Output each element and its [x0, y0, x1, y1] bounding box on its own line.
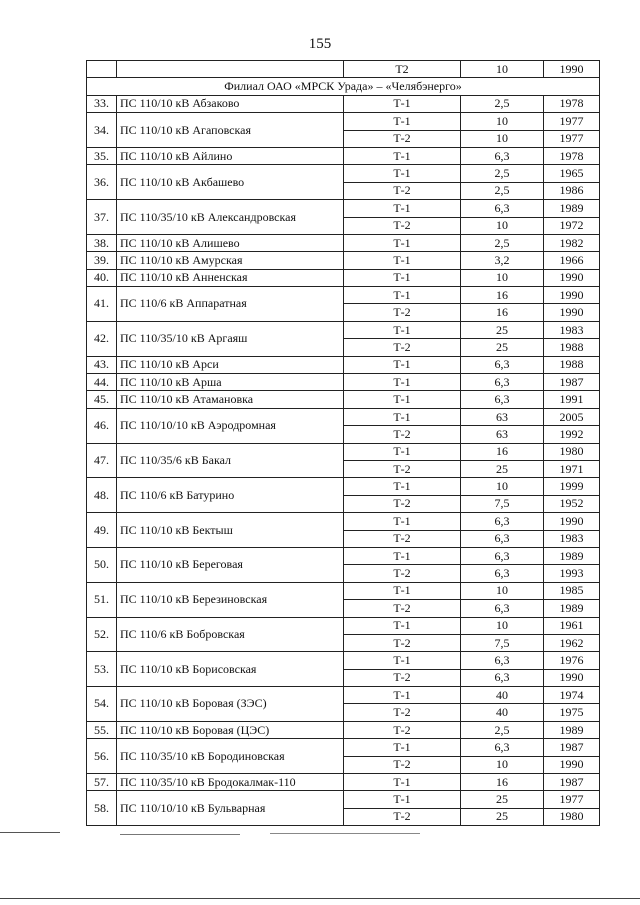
transformer-cell: Т-2 [344, 634, 461, 651]
year-cell: 1975 [544, 704, 600, 721]
year-cell: 1985 [544, 582, 600, 599]
name-cell: ПС 110/10 кВ Березиновская [117, 582, 344, 617]
name-cell: ПС 110/6 кВ Аппаратная [117, 287, 344, 322]
power-cell: 10 [461, 217, 544, 234]
transformer-cell: Т-2 [344, 600, 461, 617]
year-cell: 1962 [544, 634, 600, 651]
power-cell: 2,5 [461, 165, 544, 182]
name-cell: ПС 110/10 кВ Арша [117, 374, 344, 391]
name-cell: ПС 110/10 кВ Акбашево [117, 165, 344, 200]
year-cell: 1965 [544, 165, 600, 182]
year-cell: 1987 [544, 774, 600, 791]
transformer-cell: Т-1 [344, 408, 461, 425]
number-cell: 39. [87, 252, 117, 269]
power-cell: 7,5 [461, 495, 544, 512]
transformer-cell: Т-1 [344, 513, 461, 530]
power-cell: 6,3 [461, 600, 544, 617]
transformer-cell: Т-1 [344, 617, 461, 634]
power-cell: 25 [461, 808, 544, 825]
table-row [87, 287, 600, 304]
power-cell: 6,3 [461, 565, 544, 582]
transformer-cell: Т-1 [344, 582, 461, 599]
year-cell: 1990 [544, 304, 600, 321]
transformer-cell: Т-1 [344, 113, 461, 130]
table-row [87, 356, 600, 373]
name-cell: ПС 110/10 кВ Боровая (ЗЭС) [117, 687, 344, 722]
name-cell: ПС 110/10 кВ Агаповская [117, 113, 344, 148]
year-cell: 1990 [544, 269, 600, 286]
number-cell: 56. [87, 739, 117, 774]
name-cell: ПС 110/35/10 кВ Бродокалмак-110 [117, 774, 344, 791]
table-row [87, 478, 600, 495]
transformer-cell: Т-2 [344, 669, 461, 686]
number-cell: 55. [87, 721, 117, 738]
year-cell: 1987 [544, 374, 600, 391]
name-cell: ПС 110/10 кВ Алишево [117, 234, 344, 251]
power-cell: 10 [461, 478, 544, 495]
substation-table [86, 60, 600, 826]
page-number: 155 [308, 36, 332, 52]
year-cell: 1980 [544, 443, 600, 460]
power-cell: 6,3 [461, 391, 544, 408]
name-cell: ПС 110/10 кВ Береговая [117, 547, 344, 582]
year-cell: 1978 [544, 95, 600, 112]
power-cell: 6,3 [461, 374, 544, 391]
table-row [87, 547, 600, 564]
power-cell: 2,5 [461, 182, 544, 199]
number-cell: 34. [87, 113, 117, 148]
year-cell: 1977 [544, 791, 600, 808]
year-cell: 1990 [544, 669, 600, 686]
year-cell: 1983 [544, 530, 600, 547]
year-cell: 1983 [544, 321, 600, 338]
number-cell: 45. [87, 391, 117, 408]
power-cell: 40 [461, 687, 544, 704]
power-cell: 6,3 [461, 652, 544, 669]
power-cell: 2,5 [461, 234, 544, 251]
name-cell: ПС 110/10 кВ Боровая (ЦЭС) [117, 721, 344, 738]
number-cell: 40. [87, 269, 117, 286]
transformer-cell: Т-1 [344, 252, 461, 269]
name-cell: ПС 110/10 кВ Арси [117, 356, 344, 373]
table-row [87, 234, 600, 251]
transformer-cell: Т-1 [344, 774, 461, 791]
transformer-cell: Т-2 [344, 460, 461, 477]
number-cell: 58. [87, 791, 117, 826]
year-cell: 1986 [544, 182, 600, 199]
name-cell: ПС 110/10 кВ Борисовская [117, 652, 344, 687]
power-cell: 10 [461, 130, 544, 147]
number-cell: 51. [87, 582, 117, 617]
table-row [87, 408, 600, 425]
number-cell: 36. [87, 165, 117, 200]
power-cell: 6,3 [461, 547, 544, 564]
transformer-cell: Т-1 [344, 234, 461, 251]
table-row [87, 252, 600, 269]
power-cell: 6,3 [461, 513, 544, 530]
transformer-cell: Т-2 [344, 756, 461, 773]
number-cell: 43. [87, 356, 117, 373]
scan-artifact-line [270, 833, 420, 834]
year-cell: 1989 [544, 200, 600, 217]
number-cell: 49. [87, 513, 117, 548]
table-row [87, 321, 600, 338]
transformer-cell: Т-2 [344, 530, 461, 547]
year-cell: 1977 [544, 113, 600, 130]
power-cell: 7,5 [461, 634, 544, 651]
transformer-cell: Т-2 [344, 182, 461, 199]
year-cell: 1987 [544, 739, 600, 756]
number-cell: 48. [87, 478, 117, 513]
power-cell: 6,3 [461, 530, 544, 547]
name-cell: ПС 110/35/6 кВ Бакал [117, 443, 344, 478]
transformer-cell: Т-1 [344, 321, 461, 338]
transformer-cell: Т-2 [344, 130, 461, 147]
name-cell: ПС 110/10 кВ Анненская [117, 269, 344, 286]
year-cell: 1990 [544, 756, 600, 773]
number-cell: 33. [87, 95, 117, 112]
table-row [87, 113, 600, 130]
year-cell: 2005 [544, 408, 600, 425]
year-cell: 1961 [544, 617, 600, 634]
transformer-cell: Т-1 [344, 478, 461, 495]
year-cell: 1999 [544, 478, 600, 495]
name-cell: ПС 110/35/10 кВ Александровская [117, 200, 344, 235]
year-cell: 1977 [544, 130, 600, 147]
power-cell: 2,5 [461, 721, 544, 738]
transformer-cell: Т-1 [344, 165, 461, 182]
year-cell: 1993 [544, 565, 600, 582]
year-cell: 1978 [544, 147, 600, 164]
number-cell [87, 61, 117, 78]
table-row [87, 652, 600, 669]
power-cell: 2,5 [461, 95, 544, 112]
power-cell: 25 [461, 321, 544, 338]
table-row [87, 200, 600, 217]
year-cell: 1991 [544, 391, 600, 408]
number-cell: 53. [87, 652, 117, 687]
power-cell: 63 [461, 426, 544, 443]
bottom-edge-line [0, 898, 640, 899]
power-cell: 40 [461, 704, 544, 721]
transformer-cell: Т-2 [344, 808, 461, 825]
transformer-cell: Т-2 [344, 304, 461, 321]
table-row [87, 147, 600, 164]
transformer-cell: Т-1 [344, 95, 461, 112]
table-row [87, 739, 600, 756]
year-cell: 1966 [544, 252, 600, 269]
transformer-cell: Т-1 [344, 147, 461, 164]
table-row [87, 582, 600, 599]
table-row [87, 391, 600, 408]
power-cell: 25 [461, 460, 544, 477]
year-cell: 1972 [544, 217, 600, 234]
year-cell: 1989 [544, 547, 600, 564]
year-cell: 1974 [544, 687, 600, 704]
year-cell: 1988 [544, 339, 600, 356]
table-row [87, 774, 600, 791]
name-cell: ПС 110/10/10 кВ Аэродромная [117, 408, 344, 443]
year-cell: 1989 [544, 600, 600, 617]
transformer-cell: Т-2 [344, 426, 461, 443]
transformer-cell: Т-1 [344, 652, 461, 669]
table-row [87, 61, 600, 78]
year-cell: 1952 [544, 495, 600, 512]
table-row [87, 687, 600, 704]
power-cell: 10 [461, 61, 544, 78]
year-cell: 1971 [544, 460, 600, 477]
name-cell: ПС 110/10 кВ Абзаково [117, 95, 344, 112]
transformer-cell: Т-2 [344, 495, 461, 512]
name-cell: ПС 110/35/10 кВ Бородиновская [117, 739, 344, 774]
section-row [87, 78, 600, 95]
transformer-cell: Т-2 [344, 565, 461, 582]
name-cell: ПС 110/6 кВ Батурино [117, 478, 344, 513]
year-cell: 1976 [544, 652, 600, 669]
power-cell: 63 [461, 408, 544, 425]
table-row [87, 513, 600, 530]
table-row [87, 165, 600, 182]
number-cell: 54. [87, 687, 117, 722]
power-cell: 25 [461, 339, 544, 356]
number-cell: 42. [87, 321, 117, 356]
scan-artifact-line [120, 834, 240, 835]
power-cell: 10 [461, 113, 544, 130]
transformer-cell: Т-1 [344, 739, 461, 756]
name-cell: ПС 110/10 кВ Атамановка [117, 391, 344, 408]
power-cell: 3,2 [461, 252, 544, 269]
transformer-cell: Т-1 [344, 356, 461, 373]
year-cell: 1980 [544, 808, 600, 825]
number-cell: 57. [87, 774, 117, 791]
transformer-cell: Т-1 [344, 687, 461, 704]
transformer-cell: Т-1 [344, 443, 461, 460]
number-cell: 38. [87, 234, 117, 251]
table-row [87, 721, 600, 738]
transformer-cell: Т-1 [344, 200, 461, 217]
year-cell: 1992 [544, 426, 600, 443]
name-cell: ПС 110/10/10 кВ Бульварная [117, 791, 344, 826]
scan-artifact-line [0, 832, 60, 833]
year-cell: 1989 [544, 721, 600, 738]
transformer-cell: Т-1 [344, 547, 461, 564]
power-cell: 6,3 [461, 147, 544, 164]
table-row [87, 374, 600, 391]
year-cell: 1990 [544, 513, 600, 530]
power-cell: 6,3 [461, 669, 544, 686]
year-cell: 1990 [544, 287, 600, 304]
name-cell: ПС 110/6 кВ Бобровская [117, 617, 344, 652]
power-cell: 10 [461, 582, 544, 599]
number-cell: 41. [87, 287, 117, 322]
number-cell: 35. [87, 147, 117, 164]
number-cell: 50. [87, 547, 117, 582]
name-cell [117, 61, 344, 78]
number-cell: 47. [87, 443, 117, 478]
table-row [87, 617, 600, 634]
year-cell: 1982 [544, 234, 600, 251]
number-cell: 44. [87, 374, 117, 391]
name-cell: ПС 110/10 кВ Бектыш [117, 513, 344, 548]
transformer-cell: Т-2 [344, 217, 461, 234]
table-row [87, 791, 600, 808]
name-cell: ПС 110/35/10 кВ Аргаяш [117, 321, 344, 356]
name-cell: ПС 110/10 кВ Амурская [117, 252, 344, 269]
power-cell: 16 [461, 774, 544, 791]
section-title: Филиал ОАО «МРСК Урада» – «Челябэнерго» [87, 78, 600, 95]
table-row [87, 95, 600, 112]
power-cell: 10 [461, 756, 544, 773]
transformer-cell: Т-2 [344, 704, 461, 721]
table-row [87, 269, 600, 286]
number-cell: 46. [87, 408, 117, 443]
power-cell: 10 [461, 269, 544, 286]
year-cell: 1988 [544, 356, 600, 373]
power-cell: 6,3 [461, 200, 544, 217]
table-row [87, 443, 600, 460]
power-cell: 25 [461, 791, 544, 808]
transformer-cell: Т-1 [344, 791, 461, 808]
number-cell: 37. [87, 200, 117, 235]
transformer-cell: Т2 [344, 61, 461, 78]
year-cell: 1990 [544, 61, 600, 78]
name-cell: ПС 110/10 кВ Айлино [117, 147, 344, 164]
transformer-cell: Т-1 [344, 391, 461, 408]
power-cell: 6,3 [461, 739, 544, 756]
power-cell: 10 [461, 617, 544, 634]
transformer-cell: Т-1 [344, 287, 461, 304]
number-cell: 52. [87, 617, 117, 652]
power-cell: 16 [461, 304, 544, 321]
power-cell: 16 [461, 287, 544, 304]
transformer-cell: Т-1 [344, 269, 461, 286]
transformer-cell: Т-2 [344, 339, 461, 356]
transformer-cell: Т-1 [344, 374, 461, 391]
transformer-cell: Т-2 [344, 721, 461, 738]
power-cell: 6,3 [461, 356, 544, 373]
power-cell: 16 [461, 443, 544, 460]
